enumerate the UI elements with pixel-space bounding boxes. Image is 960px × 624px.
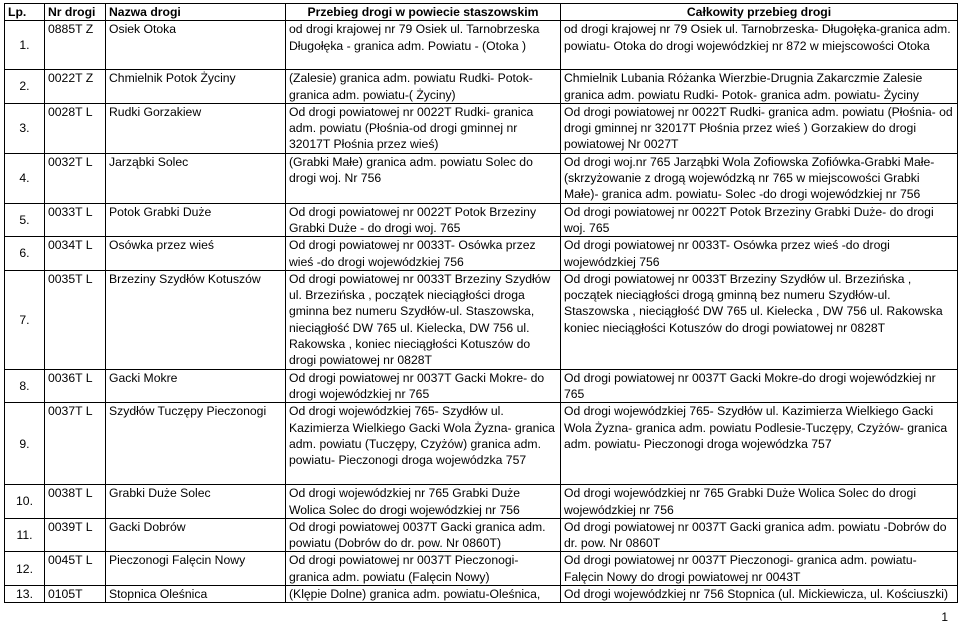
row-road-name: Brzeziny Szydłów Kotuszów: [106, 270, 286, 369]
row-lp: 5.: [5, 203, 45, 237]
table-row: [5, 70, 958, 104]
row-total-route: od drogi krajowej nr 79 Osiek ul. Tarnobrzeska- Długołęka-granica adm. powiatu- Otoka do drogi wojewódzkiej nr 872 w miejscowości Otoka: [561, 21, 958, 70]
row-route-in-county: Od drogi wojewódzkiej nr 765 Grabki Duże Wolica Solec do drogi wojewódzkiej nr 756: [286, 485, 561, 519]
row-lp: 10.: [5, 485, 45, 519]
row-road-number: 0032T L: [45, 153, 106, 203]
row-lp: 11.: [5, 518, 45, 552]
row-road-name: Pieczonogi Falęcin Nowy: [106, 552, 286, 586]
row-total-route: Od drogi wojewódzkiej nr 765 Grabki Duże Wolica Solec do drogi wojewódzkiej nr 756: [561, 485, 958, 519]
table-row: [5, 518, 958, 552]
row-total-route: Od drogi powiatowej nr 0033T- Osówka przez wieś -do drogi wojewódzkiej 756: [561, 237, 958, 271]
row-route-in-county: Od drogi powiatowej nr 0033T Brzeziny Szydłów ul. Brzezińska , początek nieciągłości droga gminna bez numeru Szydłów-ul. Staszowska, nieciągłość DW 765 ul. Kielecka, DW 756 ul. Rakowska , koniec nieciągłości Kotuszów do drogi powiatowej nr 0828T: [286, 270, 561, 369]
row-road-number: 0045T L: [45, 552, 106, 586]
row-road-number: 0033T L: [45, 203, 106, 237]
row-road-name: Rudki Gorzakiew: [106, 103, 286, 153]
row-road-number: 0038T L: [45, 485, 106, 519]
row-route-in-county: (Klępie Dolne) granica adm. powiatu-Oleśnica,: [286, 586, 561, 603]
table-row: [5, 153, 958, 203]
table-row: [5, 552, 958, 586]
table-header-row: [5, 4, 958, 21]
row-route-in-county: od drogi krajowej nr 79 Osiek ul. Tarnobrzeska Długołęka - granica adm. Powiatu - (Otoka ): [286, 21, 561, 70]
table-row: [5, 270, 958, 369]
row-road-number: 0035T L: [45, 270, 106, 369]
row-road-number: 0022T Z: [45, 70, 106, 104]
roads-table: [4, 3, 958, 603]
row-road-number: 0028T L: [45, 103, 106, 153]
header-nr-drogi: Nr drogi: [45, 4, 106, 21]
table-row: [5, 586, 958, 603]
row-total-route: Od drogi wojewódzkiej 765- Szydłów ul. Kazimierza Wielkiego Gacki Wola Żyzna- granica adm. powiatu Podlesie-Tuczępy, Czyżów- granica adm. powiatu- Pieczonogi droga wojewódzka 757: [561, 403, 958, 485]
page-number: 1: [941, 610, 948, 624]
row-route-in-county: Od drogi powiatowej nr 0022T Potok Brzeziny Grabki Duże - do drogi woj. 765: [286, 203, 561, 237]
row-road-number: 0105T: [45, 586, 106, 603]
row-road-number: 0037T L: [45, 403, 106, 485]
row-total-route: Od drogi powiatowej nr 0033T Brzeziny Szydłów ul. Brzezińska , początek nieciągłości drogą gminną bez numeru Szydłów-ul. Staszowska , nieciągłość DW 765 ul. Kielecka , DW 756 ul. Rakowska koniec nieciągłości Kotuszów do drogi powiatowej nr 0828T: [561, 270, 958, 369]
row-lp: 2.: [5, 70, 45, 104]
row-road-number: 0885T Z: [45, 21, 106, 70]
row-road-number: 0036T L: [45, 369, 106, 403]
row-road-name: Chmielnik Potok Życiny: [106, 70, 286, 104]
row-road-name: Jarząbki Solec: [106, 153, 286, 203]
table-row: [5, 485, 958, 519]
table-row: [5, 21, 958, 70]
row-road-name: Gacki Mokre: [106, 369, 286, 403]
row-lp: 9.: [5, 403, 45, 485]
row-lp: 1.: [5, 21, 45, 70]
row-lp: 4.: [5, 153, 45, 203]
table-row: [5, 203, 958, 237]
table-row: [5, 237, 958, 271]
row-route-in-county: (Zalesie) granica adm. powiatu Rudki- Potok- granica adm. powiatu-( Życiny): [286, 70, 561, 104]
row-route-in-county: Od drogi powiatowej nr 0037T Gacki Mokre- do drogi wojewódzkiej nr 765: [286, 369, 561, 403]
row-total-route: Od drogi powiatowej nr 0022T Potok Brzeziny Grabki Duże- do drogi woj. 765: [561, 203, 958, 237]
row-route-in-county: Od drogi powiatowej nr 0037T Pieczonogi- granica adm. powiatu (Falęcin Nowy): [286, 552, 561, 586]
row-total-route: Od drogi powiatowej nr 0037T Gacki Mokre-do drogi wojewódzkiej nr 765: [561, 369, 958, 403]
header-lp: Lp.: [5, 4, 45, 21]
row-lp: 12.: [5, 552, 45, 586]
row-lp: 6.: [5, 237, 45, 271]
row-road-name: Potok Grabki Duże: [106, 203, 286, 237]
row-lp: 8.: [5, 369, 45, 403]
row-road-name: Grabki Duże Solec: [106, 485, 286, 519]
row-total-route: Od drogi powiatowej nr 0022T Rudki- granica adm. powiatu (Płośnia- od drogi gminnej nr 32017T Płośnia przez wieś ) Gorzakiew do drogi powiatowej Nr 0027T: [561, 103, 958, 153]
row-road-name: Osiek Otoka: [106, 21, 286, 70]
row-route-in-county: Od drogi powiatowej nr 0022T Rudki- granica adm. powiatu (Płośnia-od drogi gminnej nr 32017T Płośnia przez wieś): [286, 103, 561, 153]
row-route-in-county: Od drogi powiatowej 0037T Gacki granica adm. powiatu (Dobrów do dr. pow. Nr 0860T): [286, 518, 561, 552]
header-przebieg: Przebieg drogi w powiecie staszowskim: [286, 4, 561, 21]
row-lp: 13.: [5, 586, 45, 603]
header-nazwa-drogi: Nazwa drogi: [106, 4, 286, 21]
row-route-in-county: Od drogi wojewódzkiej 765- Szydłów ul. Kazimierza Wielkiego Gacki Wola Żyzna- granica adm. powiatu (Tuczępy, Czyżów) granica adm. powiatu- Pieczonogi droga wojewódzka 757: [286, 403, 561, 485]
row-lp: 7.: [5, 270, 45, 369]
row-total-route: Od drogi powiatowej nr 0037T Gacki granica adm. powiatu -Dobrów do dr. pow. Nr 0860T: [561, 518, 958, 552]
row-total-route: Od drogi woj.nr 765 Jarząbki Wola Zofiowska Zofiówka-Grabki Małe- (skrzyżowanie z drogą wojewódzką nr 765 w miejscowości Grabki Małe)- granica adm. powiatu- Solec -do drogi wojewódzkiej nr 756: [561, 153, 958, 203]
row-route-in-county: (Grabki Małe) granica adm. powiatu Solec do drogi woj. Nr 756: [286, 153, 561, 203]
table-row: [5, 103, 958, 153]
row-road-name: Stopnica Oleśnica: [106, 586, 286, 603]
row-lp: 3.: [5, 103, 45, 153]
row-road-number: 0034T L: [45, 237, 106, 271]
table-row: [5, 369, 958, 403]
row-total-route: Od drogi wojewódzkiej nr 756 Stopnica (ul. Mickiewicza, ul. Kościuszki): [561, 586, 958, 603]
row-total-route: Od drogi powiatowej nr 0037T Pieczonogi- granica adm. powiatu- Falęcin Nowy do drogi powiatowej nr 0043T: [561, 552, 958, 586]
row-route-in-county: Od drogi powiatowej nr 0033T- Osówka przez wieś -do drogi wojewódzkiej 756: [286, 237, 561, 271]
row-road-name: Osówka przez wieś: [106, 237, 286, 271]
row-road-name: Szydłów Tuczępy Pieczonogi: [106, 403, 286, 485]
row-road-number: 0039T L: [45, 518, 106, 552]
table-row: [5, 403, 958, 485]
header-calkowity: Całkowity przebieg drogi: [561, 4, 958, 21]
row-total-route: Chmielnik Lubania Różanka Wierzbie-Drugnia Zakarczmie Zalesie granica adm. powiatu Rudki- Potok- granica adm. powiatu- Życiny: [561, 70, 958, 104]
row-road-name: Gacki Dobrów: [106, 518, 286, 552]
